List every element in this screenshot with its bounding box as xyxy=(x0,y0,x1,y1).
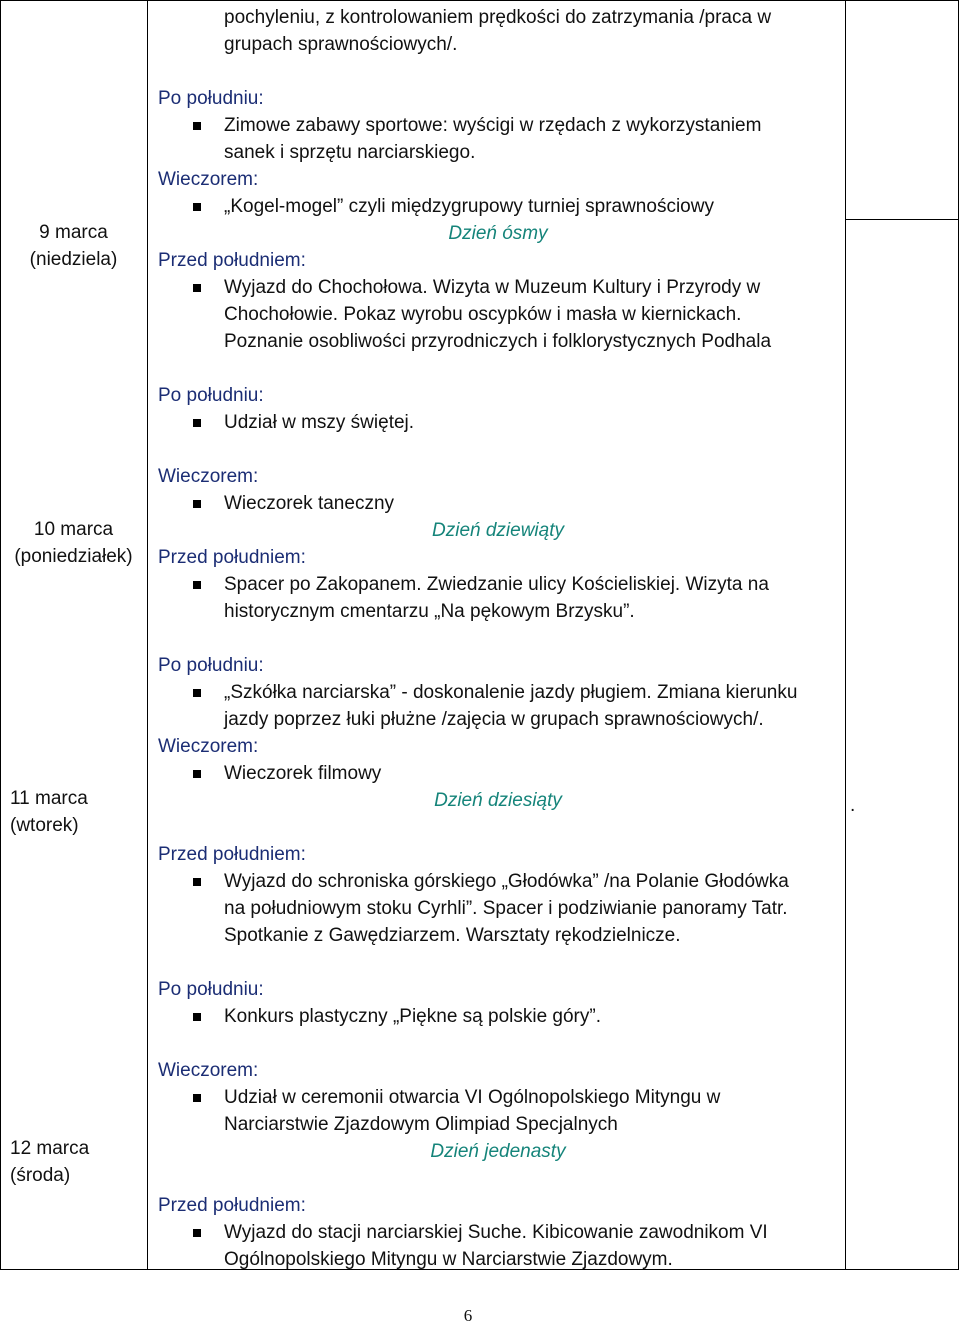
schedule-text-line: jazdy poprzez łuki płużne /zajęcia w grupach sprawnościowych/. xyxy=(224,709,764,730)
bullet-square-icon xyxy=(193,419,201,427)
section-header: Wieczorem: xyxy=(158,736,259,757)
schedule-text-line: Chochołowie. Pokaz wyrobu oscypków i masła w kiernickach. xyxy=(224,304,742,325)
bullet-square-icon xyxy=(193,770,201,778)
blank-line xyxy=(158,436,838,463)
blank-line xyxy=(158,814,838,841)
section-header: Wieczorem: xyxy=(158,466,259,487)
weekday-line: (poniedziałek) xyxy=(14,546,133,567)
section-header: Po południu: xyxy=(158,88,264,109)
section-header: Po południu: xyxy=(158,385,264,406)
activity-item xyxy=(158,868,838,895)
weekday-line: (niedziela) xyxy=(29,249,118,270)
date-line: 9 marca xyxy=(39,222,108,243)
bullet-square-icon xyxy=(193,1229,201,1237)
schedule-text-line: sanek i sprzętu narciarskiego. xyxy=(224,142,476,163)
activity-item xyxy=(158,193,838,220)
activity-text: Wyjazd do schroniska górskiego „Głodówka” /na Polanie Głodówka xyxy=(224,871,789,892)
section-header: Po południu: xyxy=(158,655,264,676)
date-cell-10-march xyxy=(0,516,147,570)
blank-line xyxy=(158,949,838,976)
section-header: Po południu: xyxy=(158,979,264,1000)
schedule-text-line: pochyleniu, z kontrolowaniem prędkości do zatrzymania /praca w xyxy=(224,7,772,28)
date-cell-11-march xyxy=(10,785,88,839)
weekday-line: (środa) xyxy=(10,1165,71,1186)
day-heading: Dzień dziesiąty xyxy=(434,790,562,811)
date-cell-9-march xyxy=(0,219,147,273)
date-line: 10 marca xyxy=(33,519,114,540)
activity-text: Wyjazd do stacji narciarskiej Suche. Kibicowanie zawodnikom VI xyxy=(224,1222,768,1243)
activity-text: Zimowe zabawy sportowe: wyścigi w rzędach z wykorzystaniem xyxy=(224,115,762,136)
section-header: Wieczorem: xyxy=(158,169,259,190)
bullet-square-icon xyxy=(193,122,201,130)
bullet-square-icon xyxy=(193,203,201,211)
bullet-square-icon xyxy=(193,284,201,292)
activity-text: Udział w ceremonii otwarcia VI Ogólnopolskiego Mityngu w xyxy=(224,1087,721,1108)
activity-text: Wieczorek filmowy xyxy=(224,763,382,784)
weekday-line: (wtorek) xyxy=(10,815,79,836)
schedule-text-line: historycznym cmentarzu „Na pękowym Brzysku”. xyxy=(224,601,635,622)
day-heading: Dzień ósmy xyxy=(448,223,548,244)
activity-item xyxy=(158,1219,838,1246)
schedule-content xyxy=(158,4,838,1273)
activity-item xyxy=(158,571,838,598)
right-column-mark: . xyxy=(850,795,856,816)
activity-text: Wyjazd do Chochołowa. Wizyta w Muzeum Kultury i Przyrody w xyxy=(224,277,761,298)
date-cell-12-march xyxy=(10,1135,89,1189)
day-heading: Dzień dziewiąty xyxy=(432,520,564,541)
blank-line xyxy=(158,355,838,382)
activity-text: Konkurs plastyczny „Piękne są polskie góry”. xyxy=(224,1006,601,1027)
schedule-text-line: Ogólnopolskiego Mityngu w Narciarstwie Zjazdowym. xyxy=(224,1249,673,1270)
schedule-text-line: Spotkanie z Gawędziarzem. Warsztaty rękodzielnicze. xyxy=(224,925,681,946)
activity-item xyxy=(158,760,838,787)
section-header: Przed południem: xyxy=(158,1195,306,1216)
activity-item xyxy=(158,409,838,436)
activity-text: Udział w mszy świętej. xyxy=(224,412,415,433)
date-line: 12 marca xyxy=(10,1138,90,1159)
bullet-square-icon xyxy=(193,1013,201,1021)
activity-text: Spacer po Zakopanem. Zwiedzanie ulicy Kościeliskiej. Wizyta na xyxy=(224,574,769,595)
section-header: Przed południem: xyxy=(158,844,306,865)
activity-item xyxy=(158,274,838,301)
schedule-text-line: na południowym stoku Cyrhli”. Spacer i podziwianie panoramy Tatr. xyxy=(224,898,788,919)
activity-text: Wieczorek taneczny xyxy=(224,493,395,514)
blank-line xyxy=(158,1165,838,1192)
activity-item xyxy=(158,112,838,139)
day-heading: Dzień jedenasty xyxy=(430,1141,566,1162)
blank-line xyxy=(158,58,838,85)
blank-line xyxy=(158,1030,838,1057)
activity-item xyxy=(158,1084,838,1111)
activity-item xyxy=(158,1003,838,1030)
page-number: 6 xyxy=(463,1306,473,1325)
schedule-text-line: Narciarstwie Zjazdowym Olimpiad Specjalnych xyxy=(224,1114,618,1135)
section-header: Przed południem: xyxy=(158,547,306,568)
activity-text: „Szkółka narciarska” - doskonalenie jazdy pługiem. Zmiana kierunku xyxy=(224,682,798,703)
blank-line xyxy=(158,625,838,652)
schedule-text-line: Poznanie osobliwości przyrodniczych i folklorystycznych Podhala xyxy=(224,331,772,352)
section-header: Przed południem: xyxy=(158,250,306,271)
bullet-square-icon xyxy=(193,689,201,697)
bullet-square-icon xyxy=(193,1094,201,1102)
activity-text: „Kogel-mogel” czyli międzygrupowy turniej sprawnościowy xyxy=(224,196,714,217)
activity-item xyxy=(158,490,838,517)
schedule-text-line: grupach sprawnościowych/. xyxy=(224,34,458,55)
activity-item xyxy=(158,679,838,706)
bullet-square-icon xyxy=(193,878,201,886)
section-header: Wieczorem: xyxy=(158,1060,259,1081)
bullet-square-icon xyxy=(193,581,201,589)
date-line: 11 marca xyxy=(10,788,88,809)
bullet-square-icon xyxy=(193,500,201,508)
